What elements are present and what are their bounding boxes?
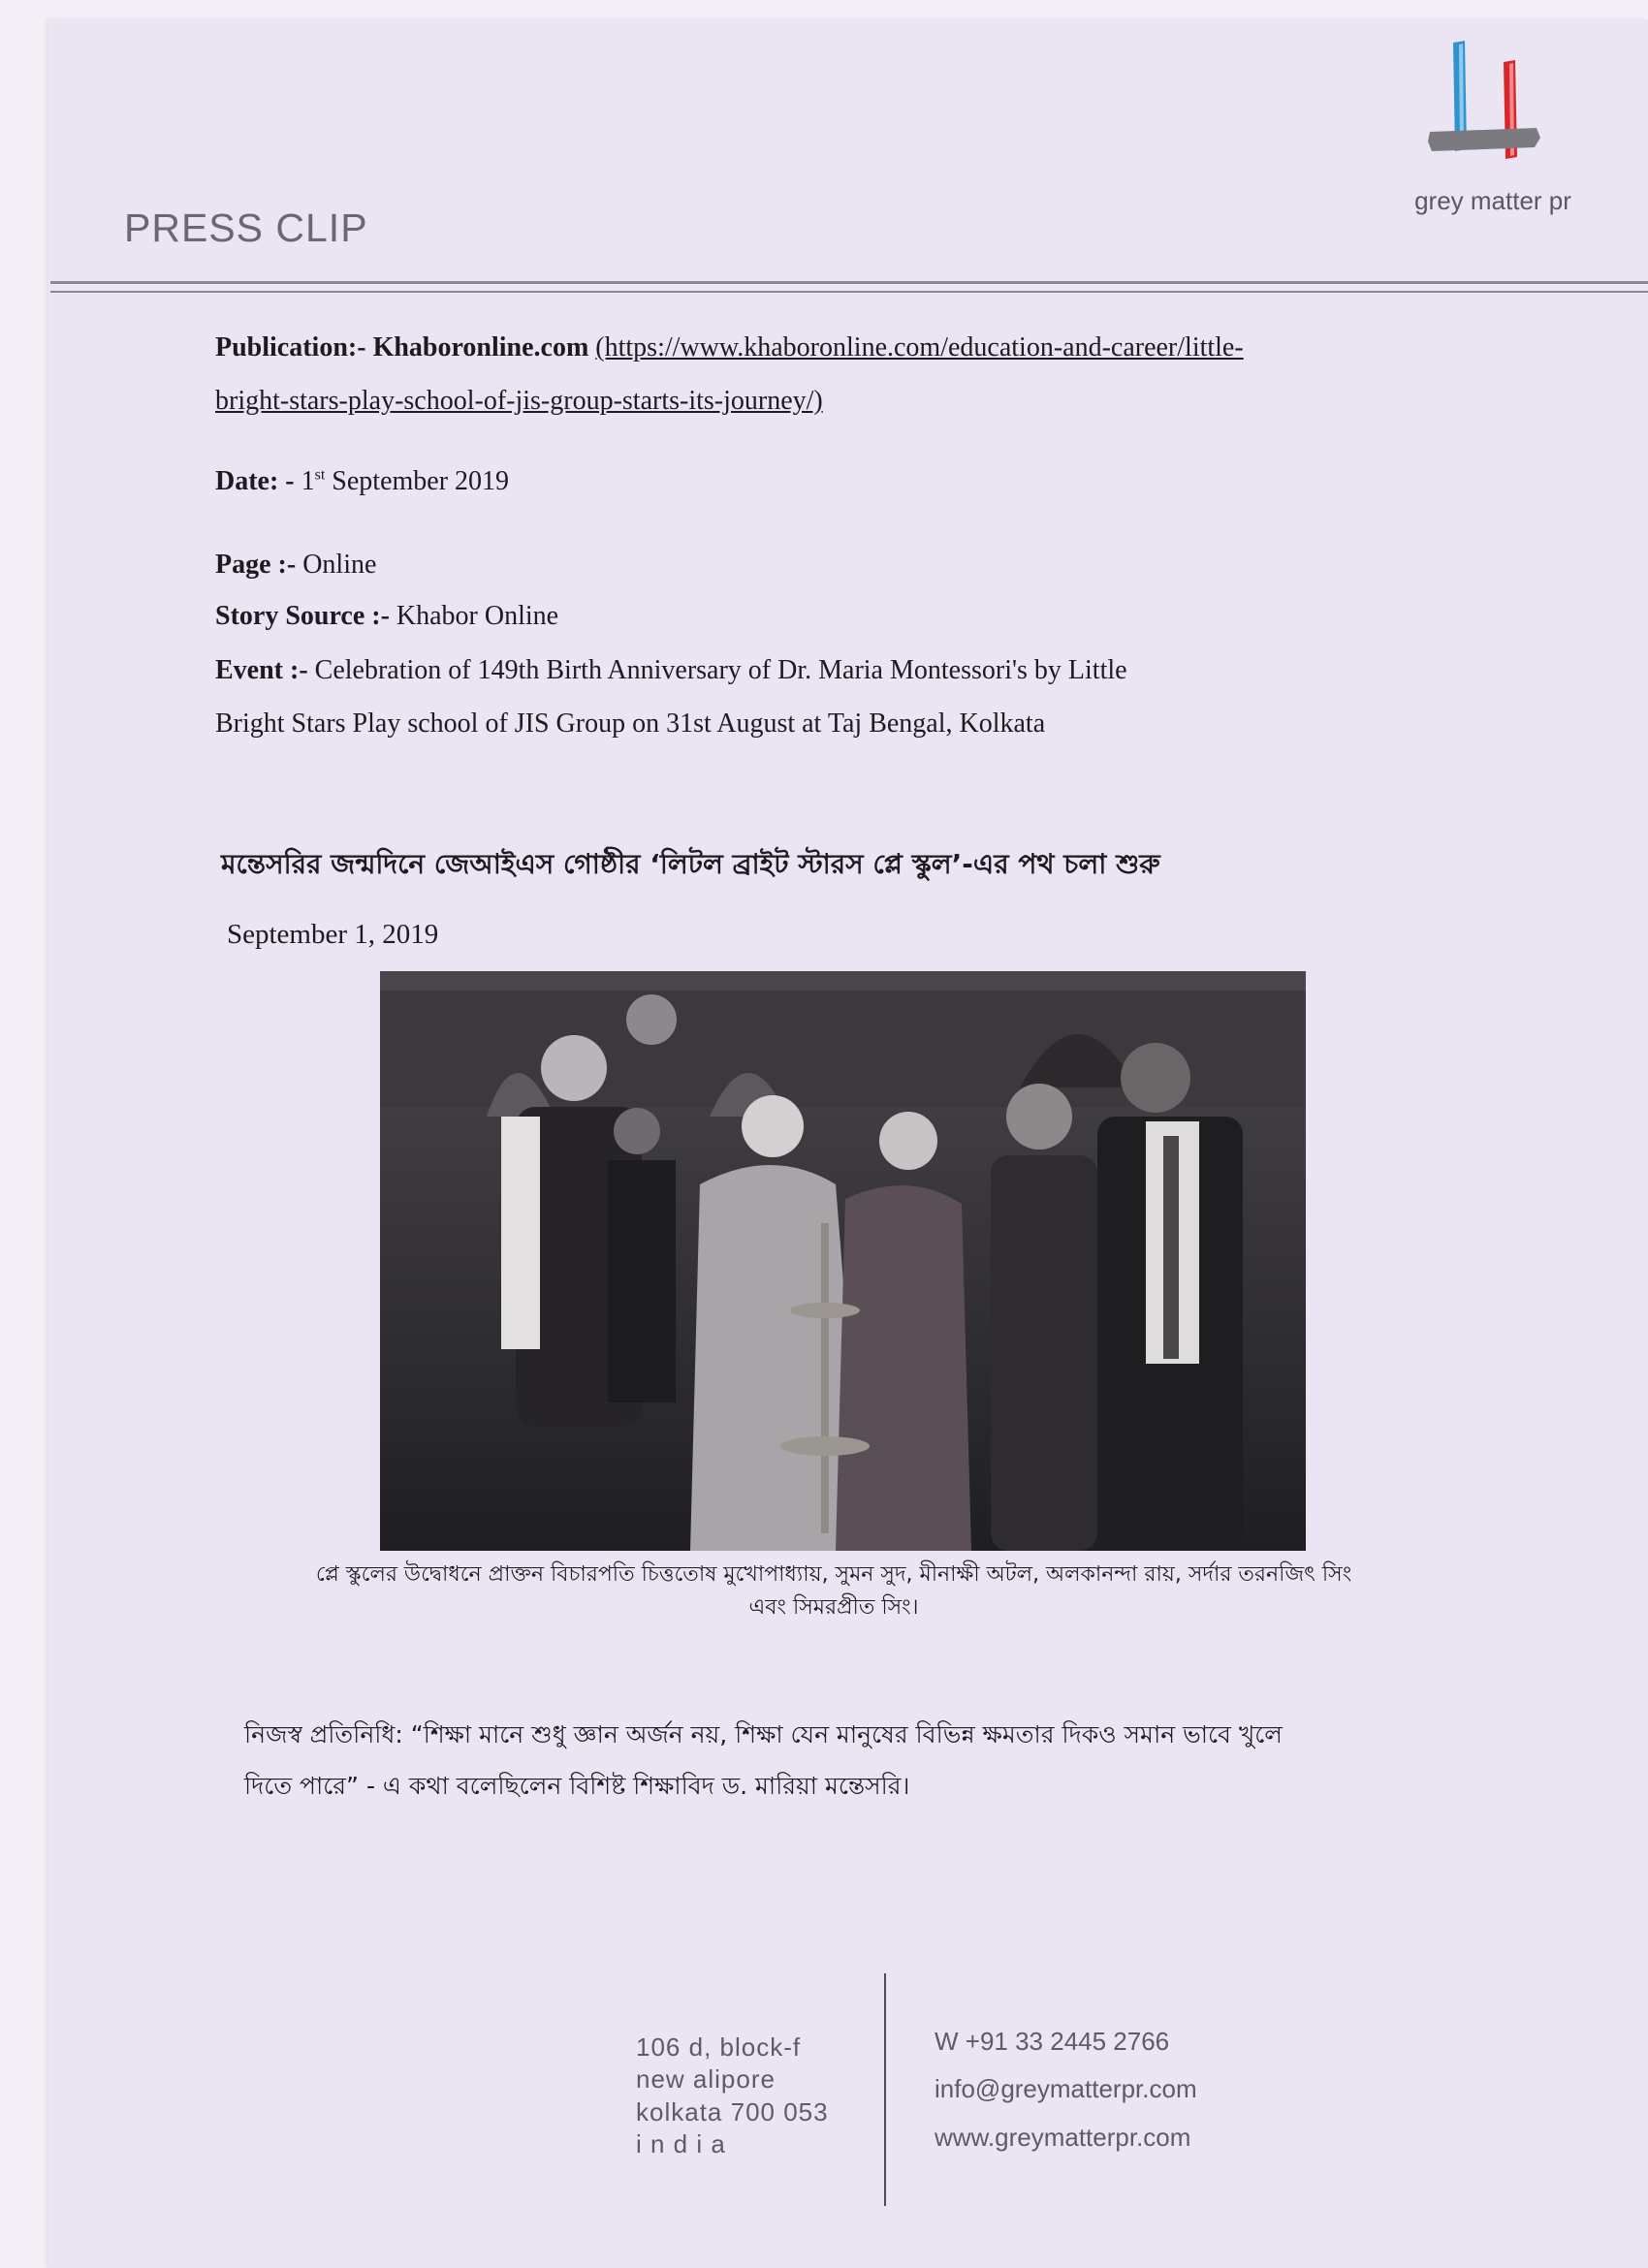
event-line [215, 654, 1127, 687]
story-source-value: Khabor Online [396, 601, 559, 631]
publication-url-continued [215, 385, 823, 418]
address-line-2: new alipore [636, 2064, 776, 2095]
event-text-line1: Celebration of 149th Birth Anniversary of Dr. Maria Montessori's by Little [314, 655, 1127, 685]
body-line-1: নিজস্ব প্রতিনিধি: “শিক্ষা মানে শুধু জ্ঞান অর্জন নয়, শিক্ষা যেন মানুষের বিভিন্ন ক্ষমতার দিকও সমান ভাবে খুলে [244, 1720, 1283, 1748]
event-photo-image [380, 971, 1306, 1551]
page-line [215, 549, 376, 582]
publication-name: Khaboronline.com [372, 332, 589, 362]
logo-mark-icon [1420, 35, 1556, 180]
page-title: PRESS CLIP [124, 205, 368, 250]
website-link[interactable]: www.greymatterpr.com [935, 2122, 1191, 2152]
event-photo [380, 971, 1306, 1551]
body-line-2: দিতে পারে” - এ কথা বলেছিলেন বিশিষ্ট শিক্ষাবিদ ড. মারিয়া মন্তেসরি। [244, 1771, 910, 1800]
photo-caption [233, 1559, 1435, 1624]
footer-divider [884, 1973, 886, 2206]
footer-address [636, 2032, 829, 2160]
footer-contact [935, 2018, 1197, 2161]
caption-line-2: এবং সিমরপ্রীত সিং। [748, 1595, 919, 1621]
story-source-label: Story Source :- [215, 601, 390, 631]
date-line [215, 465, 509, 498]
address-line-4: i n d i a [636, 2128, 726, 2158]
page-value: Online [302, 550, 377, 580]
publication-url-link-continued[interactable]: bright-stars-play-school-of-jis-group-starts-its-journey/) [215, 386, 823, 416]
article-date: September 1, 2019 [227, 919, 439, 950]
date-day: 1 [301, 466, 315, 496]
email-link[interactable]: info@greymatterpr.com [935, 2074, 1197, 2104]
address-line-1: 106 d, block-f [636, 2032, 802, 2062]
publication-line [215, 331, 1244, 364]
company-logo [1386, 35, 1590, 219]
story-source-line [215, 600, 558, 633]
logo-text: grey matter pr [1414, 186, 1571, 215]
publication-url-link[interactable]: (https://www.khaboronline.com/education-and-career/little- [595, 332, 1244, 362]
date-label: Date: - [215, 466, 295, 496]
date-rest: September 2019 [332, 466, 510, 496]
article-headline: মন্তেসরির জন্মদিনে জেআইএস গোষ্ঠীর ‘লিটল ব্রাইট স্টারস প্লে স্কুল’-এর পথ চলা শুরু [221, 848, 1160, 880]
header-divider [50, 281, 1648, 284]
phone-number: W +91 33 2445 2766 [935, 2027, 1170, 2056]
date-suffix: st [314, 466, 326, 484]
event-label: Event :- [215, 655, 308, 685]
address-line-3: kolkata 700 053 [636, 2096, 829, 2126]
event-line-continued [215, 708, 1045, 740]
caption-line-1: প্লে স্কুলের উদ্বোধনে প্রাক্তন বিচারপতি চিত্ততোষ মুখোপাধ্যায়, সুমন সুদ, মীনাক্ষী অটল, অলকানন্দা রায়, সর্দার তরনজিৎ সিং [315, 1562, 1352, 1587]
publication-label: Publication:- [215, 332, 366, 362]
event-text-line2: Bright Stars Play school of JIS Group on 31st August at Taj Bengal, Kolkata [215, 709, 1046, 739]
article-body [244, 1710, 1505, 1811]
header-divider-secondary [50, 291, 1648, 293]
page-label: Page :- [215, 550, 297, 580]
